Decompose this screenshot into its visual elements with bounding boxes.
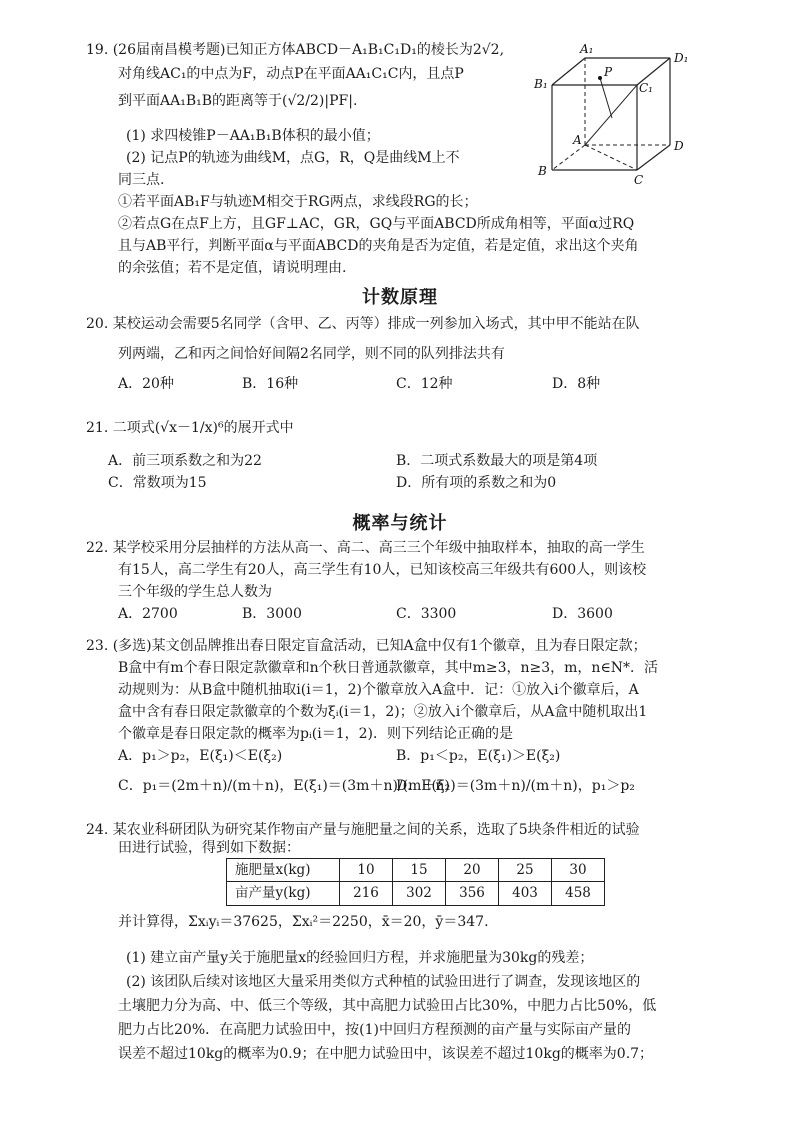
q20-option-a: A．20种: [118, 376, 174, 392]
table-cell-header: 亩产量y(kg): [227, 882, 340, 905]
diagonal-AC: [585, 145, 637, 170]
q19-line-9: 且与AB平行，判断平面α与平面ABCD的夹角是否为定值，若是定值，求出这个夹角: [118, 238, 639, 254]
q20-line-1: 20. 某校运动会需要5名同学（含甲、乙、丙等）排成一列参加入场式，其中甲不能站在队: [86, 316, 640, 332]
q23-option-d: D．E(ξ₂)＝(3m＋n)/(m＋n)，p₁＞p₂: [396, 778, 635, 794]
table-cell: 30: [552, 859, 605, 882]
table-cell: 10: [340, 859, 393, 882]
q23-line-5: 个徽章是春日限定款的概率为pᵢ(i＝1，2)．则下列结论正确的是: [118, 726, 513, 742]
q23-option-a: A．p₁＞p₂，E(ξ₁)＜E(ξ₂): [118, 748, 283, 764]
q19-line-7: ①若平面AB₁F与轨迹M相交于RG两点，求线段RG的长；: [118, 194, 478, 210]
q23-line-3: 动规则为：从B盒中随机抽取i(i＝1，2)个徽章放入A盒中．记：①放入i个徽章后，A: [118, 682, 639, 698]
q24-line-2: 田进行试验，得到如下数据：: [118, 840, 300, 856]
label-B: B: [538, 164, 547, 178]
q24-part-2: (2) 该团队后续对该地区大量采用类似方式种植的试验田进行了调查，发现该地区的: [126, 974, 641, 990]
q24-line-1: 24. 某农业科研团队为研究某作物亩产量与施肥量之间的关系，选取了5块条件相近的试验: [86, 822, 640, 838]
q19-line-8: ②若点G在点F上方，且GF⊥AC，GR，GQ与平面ABCD所成角相等，平面α过RQ: [118, 216, 635, 232]
q21-stem: 21. 二项式(√x－1/x)⁶的展开式中: [86, 420, 294, 436]
section-title-probability: 概率与统计: [352, 513, 448, 534]
table-cell: 25: [499, 859, 552, 882]
label-A1: A₁: [580, 42, 594, 56]
q22-line-3: 三个年级的学生总人数为: [118, 584, 272, 600]
q23-option-b: B．p₁＜p₂，E(ξ₁)＞E(ξ₂): [396, 748, 561, 764]
q24-part-1: (1) 建立亩产量y关于施肥量x的经验回归方程，并求施肥量为30kg的残差；: [126, 950, 594, 966]
q24-data-table: [226, 858, 605, 906]
q20-option-d: D．8种: [552, 376, 601, 392]
q19-line-6: 同三点.: [118, 172, 165, 188]
label-P: P: [604, 65, 613, 79]
label-D1: D₁: [674, 51, 689, 65]
edge-AB: [552, 145, 585, 170]
table-cell-header: 施肥量x(kg): [227, 859, 340, 882]
q22-option-a: A．2700: [118, 606, 178, 622]
segment-PF: [600, 78, 612, 118]
q23-line-4: 盒中含有春日限定款徽章的个数为ξᵢ(i＝1，2)；②放入i个徽章后，从A盒中随机取出1: [118, 704, 648, 720]
table-cell: 216: [340, 882, 393, 905]
q20-line-2: 列两端，乙和丙之间恰好间隔2名同学，则不同的队列排法共有: [118, 346, 505, 362]
table-row-fertilizer: [227, 859, 605, 882]
q22-option-b: B．3000: [242, 606, 302, 622]
table-cell: 15: [393, 859, 446, 882]
table-cell: 20: [446, 859, 499, 882]
q20-option-b: B．16种: [242, 376, 299, 392]
table-cell: 403: [499, 882, 552, 905]
q19-line-10: 的余弦值；若不是定值，请说明理由.: [118, 260, 347, 276]
q23-line-2: B盒中有m个春日限定款徽章和n个秋日普通款徽章，其中m≥3，n≥3，m，n∈N*．活: [118, 660, 659, 676]
q24-part-2-cont-1: 土壤肥力分为高、中、低三个等级，其中高肥力试验田占比30%，中肥力占比50%，低: [118, 998, 657, 1014]
label-D: D: [674, 139, 684, 153]
q22-line-2: 有15人，高二学生有20人，高三学生有10人，已知该校高三年级共有600人，则该校: [118, 562, 647, 578]
edge-A1B1: [552, 58, 585, 85]
q19-line-4: (1) 求四棱锥P－AA₁B₁B体积的最小值；: [126, 128, 380, 144]
q23-line-1: 23. (多选)某文创品牌推出春日限定盲盒活动，已知A盒中仅有1个徽章，且为春日限定款；: [86, 638, 647, 654]
table-cell: 458: [552, 882, 605, 905]
table-cell: 302: [393, 882, 446, 905]
q19-line-5: (2) 记点P的轨迹为曲线M，点G，R，Q是曲线M上不: [126, 150, 460, 166]
label-B1: B₁: [534, 77, 548, 91]
label-A: A: [573, 133, 582, 147]
edge-CD: [637, 145, 670, 170]
q24-computed: 并计算得，Σxᵢyᵢ＝37625，Σxᵢ²＝2250，x̄＝20，ȳ＝347.: [118, 914, 489, 930]
cube-figure: [530, 40, 700, 190]
q24-part-2-cont-3: 误差不超过10kg的概率为0.9；在中肥力试验田中，该误差不超过10kg的概率为0.7；: [118, 1046, 654, 1062]
q23-option-c: C．p₁＝(2m＋n)/(m＋n)，E(ξ₁)＝(3m＋n)/(m＋n): [118, 778, 450, 794]
q22-option-c: C．3300: [396, 606, 457, 622]
table-cell: 356: [446, 882, 499, 905]
q22-option-d: D．3600: [552, 606, 613, 622]
q21-option-a: A．前三项系数之和为22: [108, 453, 262, 469]
q19-line-2: 对角线AC₁的中点为F，动点P在平面AA₁C₁C内，且点P: [118, 66, 464, 82]
table-row-yield: [227, 882, 605, 905]
label-C1: C₁: [639, 81, 653, 95]
q20-option-c: C．12种: [396, 376, 453, 392]
q21-option-c: C．常数项为15: [108, 475, 207, 491]
q21-option-b: B．二项式系数最大的项是第4项: [396, 453, 598, 469]
q19-line-1: 19. (26届南昌模考题)已知正方体ABCD－A₁B₁C₁D₁的棱长为2√2,: [86, 42, 505, 58]
q22-line-1: 22. 某学校采用分层抽样的方法从高一、高二、高三三个年级中抽取样本，抽取的高一学生: [86, 540, 645, 556]
section-title-counting: 计数原理: [362, 287, 438, 308]
q19-line-3: 到平面AA₁B₁B的距离等于(√2/2)|PF|.: [118, 93, 358, 109]
q21-option-d: D．所有项的系数之和为0: [396, 475, 557, 491]
point-P: [598, 76, 602, 80]
q24-part-2-cont-2: 肥力占比20%．在高肥力试验田中，按(1)中回归方程预测的亩产量与实际亩产量的: [118, 1022, 631, 1038]
label-C: C: [634, 173, 644, 187]
